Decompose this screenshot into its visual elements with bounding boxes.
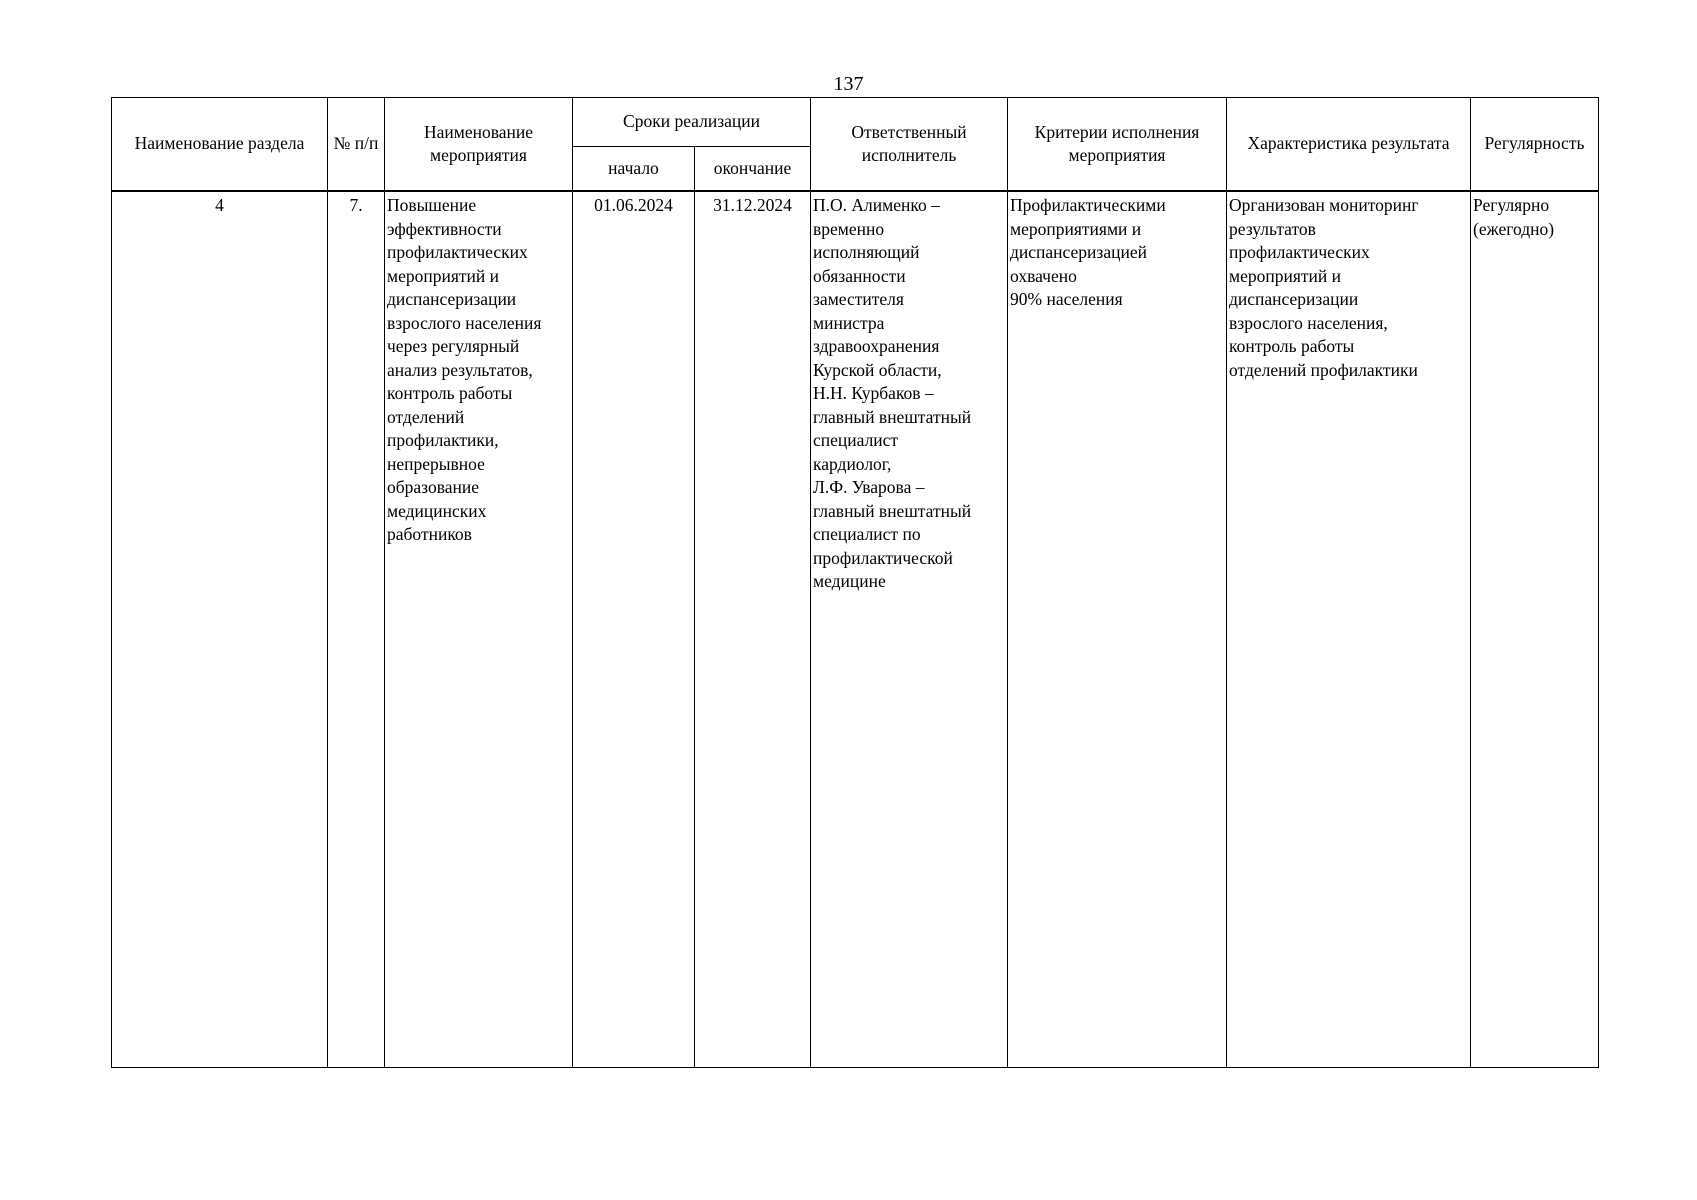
event-line: эффективности bbox=[387, 218, 502, 239]
cell-row-number: 7. bbox=[328, 191, 385, 1068]
table-header bbox=[112, 98, 1599, 192]
responsible-line: министра bbox=[813, 312, 885, 333]
responsible-line: исполняющий bbox=[813, 242, 920, 262]
event-line: диспансеризации bbox=[387, 289, 517, 309]
responsible-line: главный внештатный bbox=[813, 406, 972, 427]
result-line: взрослого населения, bbox=[1229, 312, 1388, 333]
responsible-line: профилактической bbox=[813, 547, 953, 568]
responsible-line: обязанности bbox=[813, 265, 906, 286]
cell-section: 4 bbox=[112, 191, 328, 1068]
event-line: медицинских bbox=[387, 500, 487, 521]
event-line: мероприятий и bbox=[387, 265, 499, 286]
result-line: мероприятий и bbox=[1229, 265, 1342, 286]
result-line: диспансеризации bbox=[1229, 289, 1359, 309]
result-line: профилактических bbox=[1229, 242, 1370, 262]
cell-result bbox=[1227, 191, 1471, 1068]
header-section-name: Наименование раздела bbox=[112, 98, 328, 192]
criteria-line: диспансеризацией bbox=[1010, 242, 1147, 262]
header-regularity: Регулярность bbox=[1471, 98, 1599, 192]
header-implementation-terms: Сроки реализации bbox=[573, 98, 811, 147]
cell-regularity bbox=[1471, 191, 1599, 1068]
event-line: анализ результатов, bbox=[387, 359, 533, 380]
event-line: взрослого населения bbox=[387, 312, 542, 333]
responsible-line: Курской области, bbox=[813, 359, 942, 380]
criteria-line: 90% населения bbox=[1010, 289, 1123, 309]
criteria-line: Профилактическими bbox=[1010, 195, 1166, 215]
event-line: непрерывное bbox=[387, 453, 485, 474]
responsible-line: заместителя bbox=[813, 289, 904, 309]
header-start: начало bbox=[573, 147, 695, 192]
event-line: контроль работы bbox=[387, 383, 513, 403]
result-line: результатов bbox=[1229, 218, 1316, 239]
cell-start-date: 01.06.2024 bbox=[573, 191, 695, 1068]
regularity-line: (ежегодно) bbox=[1473, 218, 1555, 239]
event-line: профилактических bbox=[387, 242, 528, 262]
result-line: контроль работы bbox=[1229, 336, 1355, 356]
event-line: через регулярный bbox=[387, 336, 520, 356]
responsible-line: П.О. Алименко – bbox=[813, 195, 940, 215]
event-line: профилактики, bbox=[387, 430, 499, 450]
header-event-name: Наименование мероприятия bbox=[385, 98, 573, 192]
table-row bbox=[112, 191, 1599, 1068]
cell-responsible bbox=[811, 191, 1008, 1068]
header-end: окончание bbox=[695, 147, 811, 192]
responsible-line: специалист по bbox=[813, 524, 921, 544]
event-line: образование bbox=[387, 477, 480, 497]
cell-criteria bbox=[1008, 191, 1227, 1068]
event-line: Повышение bbox=[387, 195, 477, 215]
responsible-line: специалист bbox=[813, 430, 899, 450]
header-criteria: Критерии исполнения мероприятия bbox=[1008, 98, 1227, 192]
cell-event bbox=[385, 191, 573, 1068]
responsible-line: Л.Ф. Уварова – bbox=[813, 477, 925, 497]
responsible-line: временно bbox=[813, 218, 885, 239]
criteria-line: охвачено bbox=[1010, 265, 1077, 286]
event-line: отделений bbox=[387, 406, 465, 427]
responsible-line: медицине bbox=[813, 571, 886, 591]
page-number: 137 bbox=[833, 73, 864, 95]
responsible-line: кардиолог, bbox=[813, 453, 892, 474]
header-result: Характеристика результата bbox=[1227, 98, 1471, 192]
event-line: работников bbox=[387, 524, 472, 544]
header-row-number: № п/п bbox=[328, 98, 385, 192]
responsible-line: здравоохранения bbox=[813, 336, 940, 356]
header-responsible: Ответственный исполнитель bbox=[811, 98, 1008, 192]
responsible-line: Н.Н. Курбаков – bbox=[813, 383, 934, 403]
regularity-line: Регулярно bbox=[1473, 195, 1550, 215]
result-line: Организован мониторинг bbox=[1229, 195, 1419, 215]
cell-end-date: 31.12.2024 bbox=[695, 191, 811, 1068]
responsible-line: главный внештатный bbox=[813, 500, 972, 521]
criteria-line: мероприятиями и bbox=[1010, 218, 1142, 239]
result-line: отделений профилактики bbox=[1229, 359, 1418, 380]
action-plan-table bbox=[111, 97, 1599, 1068]
